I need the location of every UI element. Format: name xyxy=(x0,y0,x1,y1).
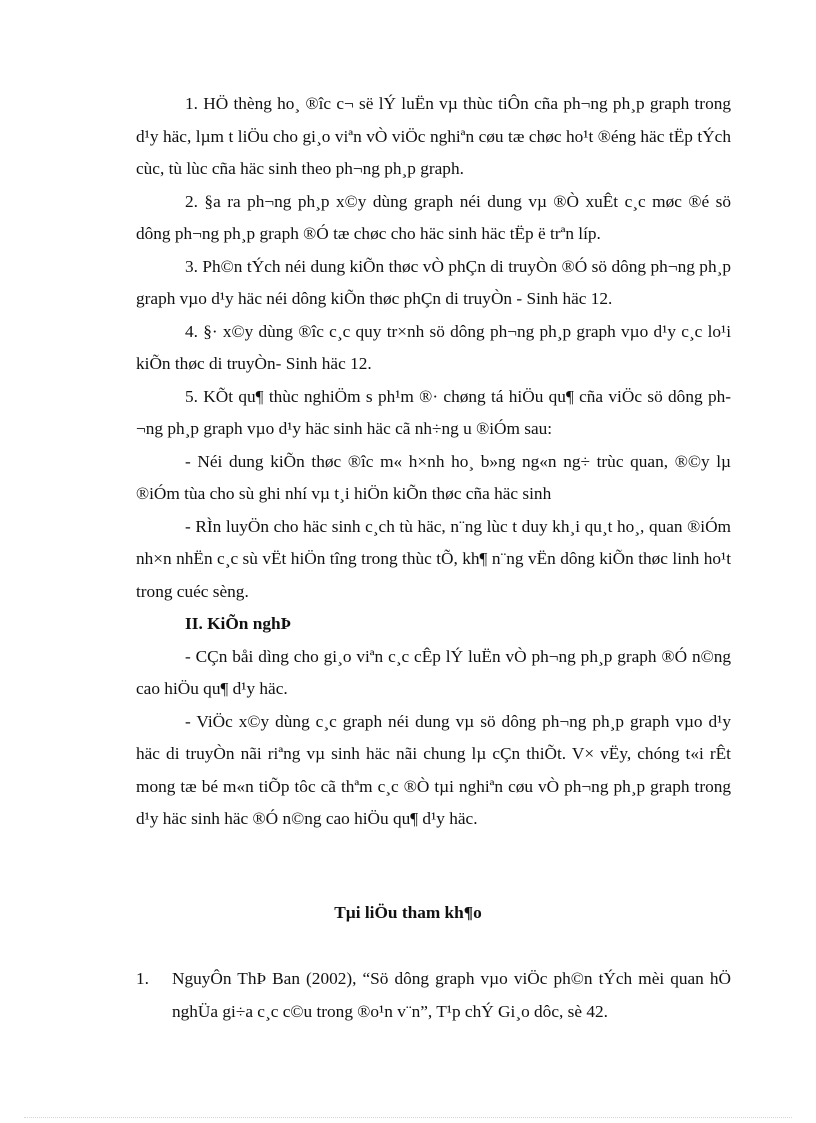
advantage-item-2: - RÌn luyÖn cho häc sinh c¸ch tù häc, n¨ng lùc t duy kh¸i qu¸t ho¸, quan ®iÓm nh×n nhËn c¸c sù vËt hiÖn tîng trong thùc tÕ, kh¶ n¨ng vËn dông kiÕn thøc linh ho¹t trong cuéc sèng. xyxy=(136,516,731,601)
recommendation-paragraph-2: - ViÖc x©y dùng c¸c graph néi dung vµ sö dông ph¬ng ph¸p graph vµo d¹y häc di truyÒn nãi riªng vµ sinh häc nãi chung lµ cÇn thiÕt. V× vËy, chóng t«i rÊt mong tæ bé m«n tiÕp tôc cã thªm c¸c ®Ò tµi nghiªn cøu vÒ ph¬ng ph¸p graph trong d¹y häc sinh häc ®Ó n©ng cao hiÖu qu¶ d¹y häc. xyxy=(136,711,731,828)
references-title: Tµi liÖu tham kh¶o xyxy=(334,903,482,922)
conclusion-paragraph-4: 4. §· x©y dùng ®îc c¸c quy tr×nh sö dông ph¬ng ph¸p graph vµo d¹y c¸c lo¹i kiÕn thøc di truyÒn- Sinh häc 12. xyxy=(136,321,731,373)
conclusions-section xyxy=(136,88,731,836)
conclusion-paragraph-3: 3. Ph©n tÝch néi dung kiÕn thøc vÒ phÇn di truyÒn ®Ó sö dông ph¬ng ph¸p graph vµo d¹y häc néi dông kiÕn thøc phÇn di truyÒn - Sinh häc 12. xyxy=(136,256,731,308)
conclusion-paragraph-1: 1. HÖ thèng ho¸ ®îc c¬ së lÝ luËn vµ thùc tiÔn cña ph¬ng ph¸p graph trong d¹y häc, lµm t liÖu cho gi¸o viªn vÒ viÖc nghiªn cøu tæ chøc ho¹t ®éng häc tËp tÝch cùc, tù lùc cña häc sinh theo ph¬ng ph¸p graph. xyxy=(136,94,731,178)
conclusion-paragraph-5: 5. KÕt qu¶ thùc nghiÖm s ph¹m ®· chøng tá hiÖu qu¶ cña viÖc sö dông ph¬ng ph¸p graph vµo d¹y häc sinh häc cã nh÷ng u ®iÓm sau: xyxy=(136,386,731,438)
reference-item xyxy=(136,963,731,1028)
reference-text: NguyÔn ThÞ Ban (2002), “Sö dông graph vµo viÖc ph©n tÝch mèi quan hÖ nghÜa gi÷a c¸c c©u trong ®o¹n v¨n”, T¹p chÝ Gi¸o dôc, sè 42. xyxy=(172,969,731,1021)
advantage-item-1: - Néi dung kiÕn thøc ®îc m« h×nh ho¸ b»ng ng«n ng÷ trùc quan, ®©y lµ ®iÓm tùa cho sù ghi nhí vµ t¸i hiÖn kiÕn thøc cña häc sinh xyxy=(136,451,731,503)
recommendation-paragraph-1: - CÇn båi dìng cho gi¸o viªn c¸c cÊp lÝ luËn vÒ ph¬ng ph¸p graph ®Ó n©ng cao hiÖu qu¶ d¹y häc. xyxy=(136,646,731,698)
reference-number: 1. xyxy=(136,969,149,988)
recommendations-heading: II. KiÕn nghÞ xyxy=(185,614,292,633)
page-bottom-divider xyxy=(24,1117,792,1118)
conclusion-paragraph-2: 2. §a ra ph¬ng ph¸p x©y dùng graph néi dung vµ ®Ò xuÊt c¸c møc ®é sö dông ph¬ng ph¸p graph ®Ó tæ chøc cho häc sinh häc tËp ë trªn líp. xyxy=(136,191,731,243)
